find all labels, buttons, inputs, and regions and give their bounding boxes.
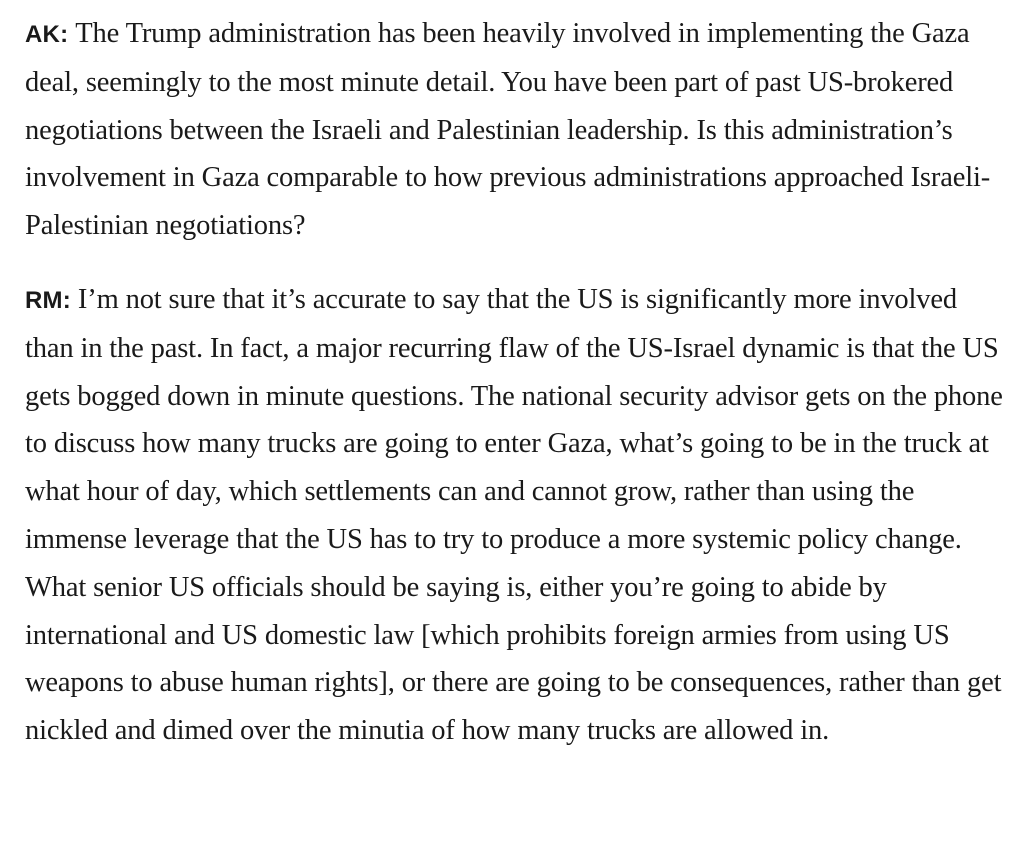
- answer-text: I’m not sure that it’s accurate to say that the US is significantly more involved than in the past. In fact, a major recurring flaw of the US-Israel dynamic is that the US gets bogged down in minute questions. The national security advisor gets on the phone to discuss how many trucks are going to enter Gaza, what’s going to be in the truck at what hour of day, which settlements can and cannot grow, rather than using the immense leverage that the US has to try to produce a more systemic policy change. What senior US officials should be saying is, either you’re going to abide by international and US domestic law [which prohibits foreign armies from using US weapons to abuse human rights], or there are going to be consequences, rather than get nickled and dimed over the minutia of how many trucks are allowed in.: [25, 283, 1003, 747]
- article-body: [25, 10, 1010, 755]
- question-paragraph: [25, 10, 1010, 250]
- question-text: The Trump administration has been heavily involved in implementing the Gaza deal, seemingly to the most minute detail. You have been part of past US-brokered negotiations between the Israeli and Palestinian leadership. Is this administration’s involvement in Gaza comparable to how previous administrations approached Israeli-Palestinian negotiations?: [25, 18, 991, 242]
- speaker-label-rm: RM:: [25, 286, 71, 314]
- answer-paragraph: [25, 276, 1010, 755]
- speaker-label-ak: AK:: [25, 21, 69, 48]
